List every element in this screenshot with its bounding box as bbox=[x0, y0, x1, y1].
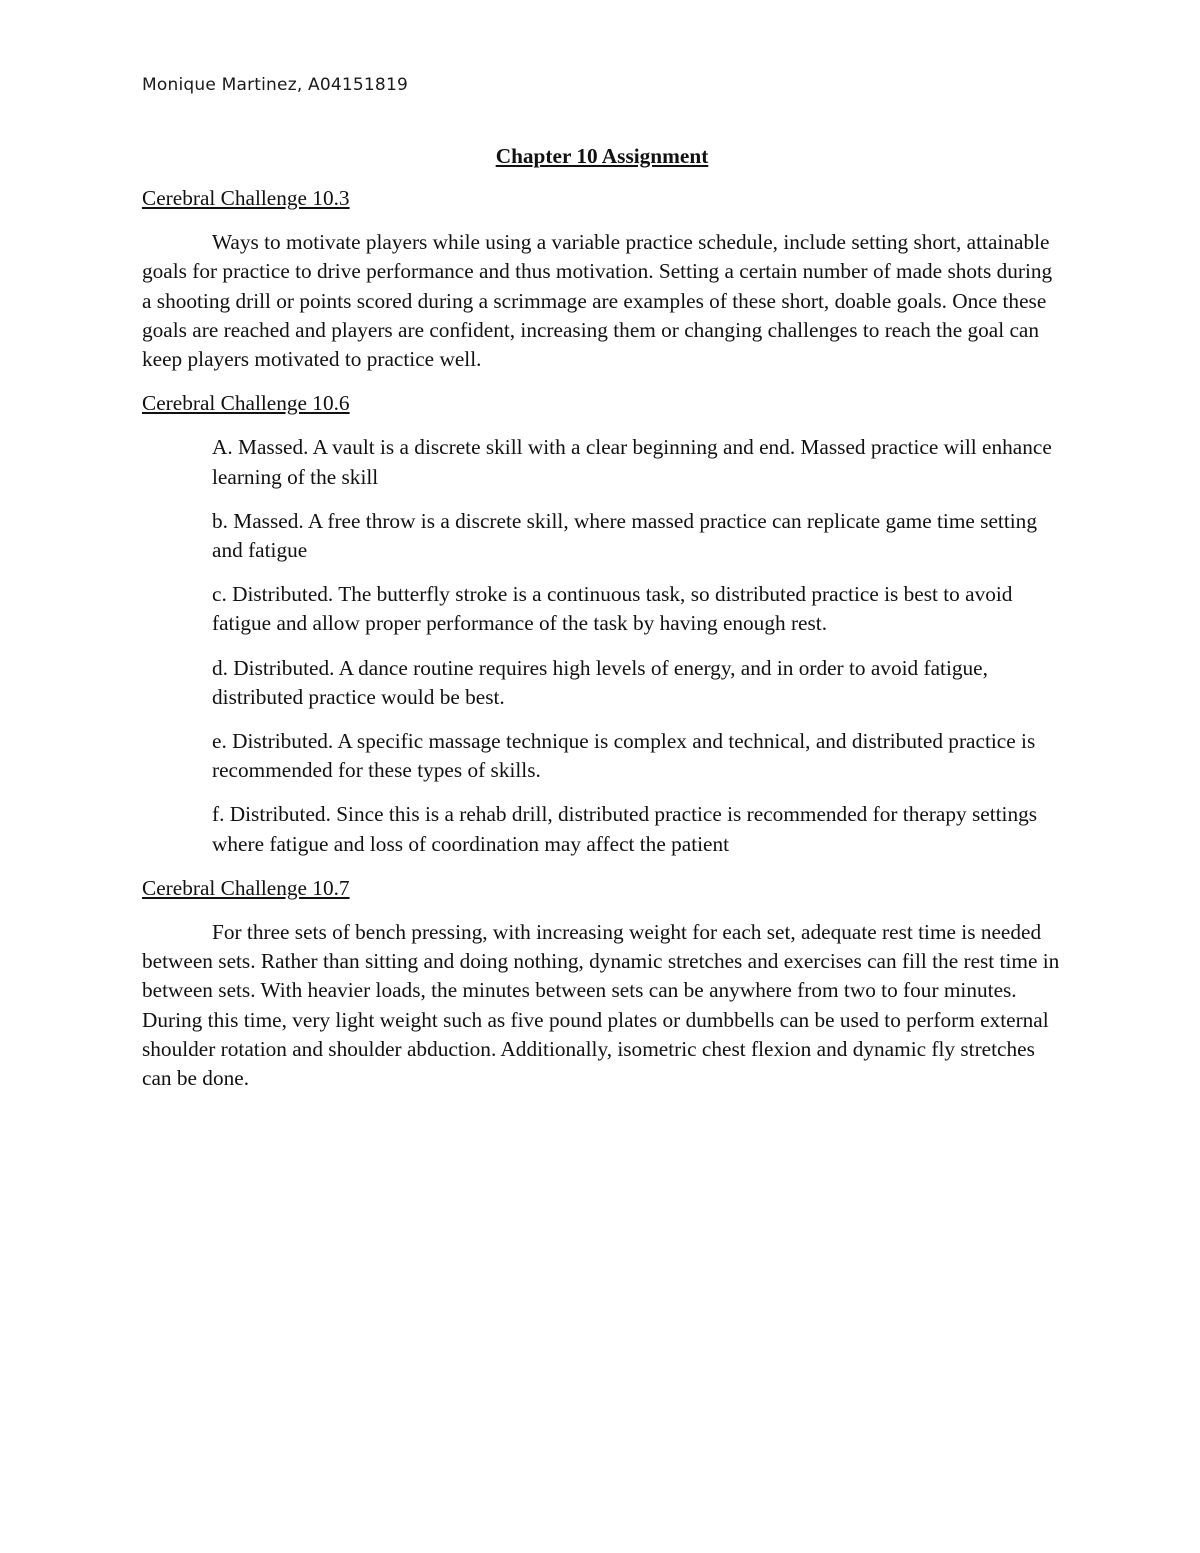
answer-item-b: b. Massed. A free throw is a discrete skill, where massed practice can replicate game time setting and fatigue bbox=[212, 508, 1037, 563]
answer-item-a: A. Massed. A vault is a discrete skill with a clear beginning and end. Massed practice will enhance learning of the skill bbox=[212, 435, 1052, 489]
answer-item-c: c. Distributed. The butterfly stroke is a continuous task, so distributed practice is best to avoid fatigue and allow proper performance of the task by having enough rest. bbox=[212, 582, 1013, 636]
section-paragraph-10-7: For three sets of bench pressing, with increasing weight for each set, adequate rest time is needed between sets. Rather than sitting and doing nothing, dynamic stretches and exercises can fill the rest time in between sets. With heavier loads, the minutes between sets can be anywhere from two to four minutes. During this time, very light weight such as five pound plates or dumbbells can be used to perform external shoulder rotation and shoulder abduction. Additionally, isometric chest flexion and dynamic fly stretches can be done. bbox=[142, 920, 1060, 1091]
answer-list-10-6 bbox=[212, 433, 1062, 858]
answer-item-d: d. Distributed. A dance routine requires high levels of energy, and in order to avoid fatigue, distributed practice would be best. bbox=[212, 655, 988, 709]
section-heading-10-6: Cerebral Challenge 10.6 bbox=[142, 391, 350, 416]
section-heading-10-7: Cerebral Challenge 10.7 bbox=[142, 875, 350, 900]
answer-item-e: e. Distributed. A specific massage technique is complex and technical, and distributed practice is recommended for these types of skills. bbox=[212, 729, 1036, 783]
author-header: Monique Martinez, A04151819 bbox=[142, 75, 408, 95]
section-heading-10-3: Cerebral Challenge 10.3 bbox=[142, 186, 350, 210]
section-paragraph-10-3: Ways to motivate players while using a variable practice schedule, include setting short, attainable goals for practice to drive performance and thus motivation. Setting a certain number of made shots during a shooting drill or points scored during a scrimmage are examples of these short, doable goals. Once these goals are reached and players are confident, increasing them or changing challenges to reach the goal can keep players motivated to practice well. bbox=[142, 230, 1053, 372]
answer-item-f: f. Distributed. Since this is a rehab drill, distributed practice is recommended for therapy settings where fatigue and loss of coordination may affect the patient bbox=[212, 802, 1038, 856]
document-body bbox=[142, 142, 1062, 1108]
document-title: Chapter 10 Assignment bbox=[495, 144, 709, 168]
